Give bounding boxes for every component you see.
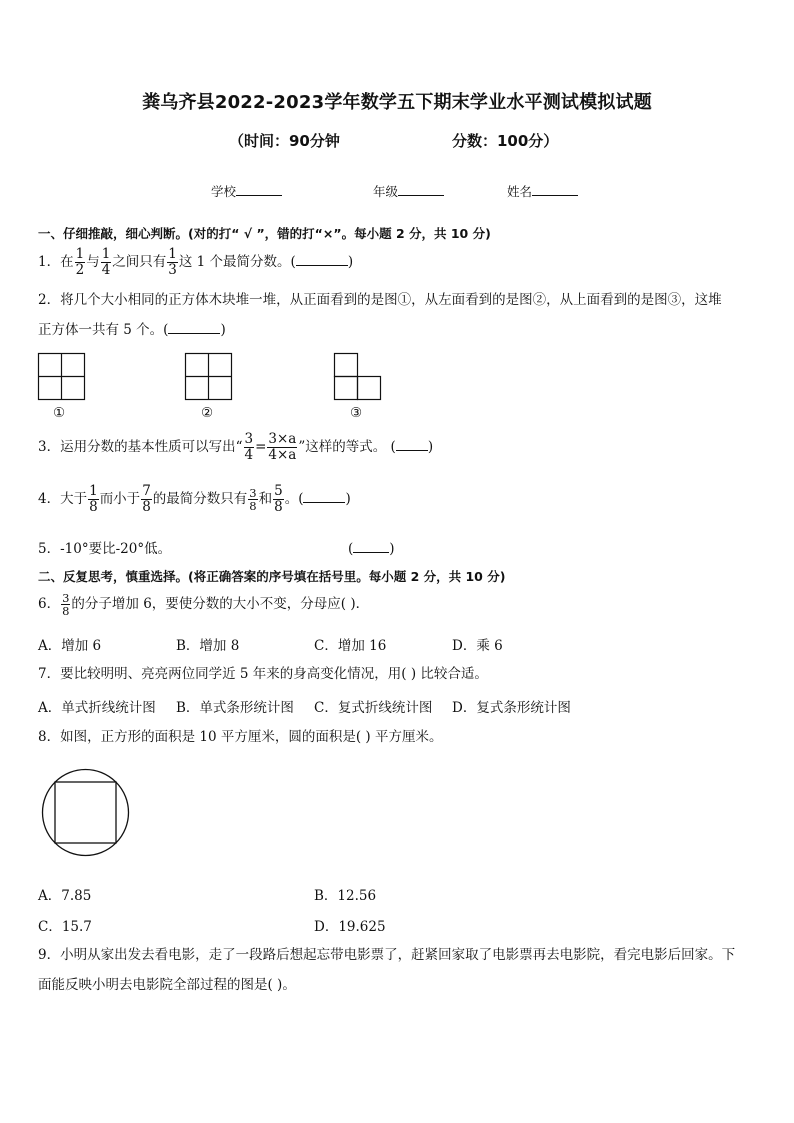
- answer-blank[interactable]: [168, 333, 220, 334]
- figure-label-3: ③: [350, 405, 363, 421]
- denominator: 8: [249, 499, 257, 513]
- name-field: [507, 182, 578, 200]
- q5-text: ): [389, 541, 395, 557]
- q5-text: (: [348, 541, 354, 557]
- time-info: （时间：90分钟: [229, 132, 340, 150]
- question-2-line1: 2．将几个大小相同的正方体木块堆一堆，从正面看到的是图①，从左面看到的是图②，从上面看到的是图③，这堆: [38, 292, 722, 308]
- numerator: 3: [244, 431, 254, 447]
- fraction: [101, 247, 112, 278]
- numerator: 1: [168, 246, 177, 262]
- answer-blank[interactable]: [396, 450, 428, 451]
- q6-text: 的分子增加 6，要使分数的大小不变，分母应( )．: [71, 596, 370, 612]
- name-blank[interactable]: [532, 195, 578, 196]
- denominator: 8: [274, 499, 283, 515]
- question-8: 8．如图，正方形的面积是 10 平方厘米，圆的面积是( ) 平方厘米。: [38, 729, 443, 745]
- numerator: 1: [89, 483, 98, 499]
- question-7: 7．要比较明明、亮亮两位同学近 5 年来的身高变化情况，用( ) 比较合适。: [38, 666, 488, 682]
- answer-blank[interactable]: [303, 502, 345, 503]
- numerator: 1: [101, 246, 111, 262]
- numerator: 3: [62, 591, 70, 605]
- q1-text: 与: [86, 254, 100, 270]
- question-9-line1: 9．小明从家出发去看电影，走了一段路后想起忘带电影票了，赶紧回家取了电影票再去电影院，看完电影后回家。下: [38, 947, 736, 963]
- q6-text: 6．: [38, 596, 61, 612]
- q6-option-c[interactable]: C．增加 16: [314, 638, 387, 654]
- fraction: [75, 247, 86, 278]
- numerator: 5: [274, 483, 283, 499]
- q6-option-b[interactable]: B．增加 8: [176, 638, 240, 654]
- q8-option-c[interactable]: C．15.7: [38, 919, 92, 935]
- q3-text: ): [427, 439, 434, 455]
- q4-text: 而小于: [99, 491, 141, 507]
- fraction: [273, 484, 284, 515]
- q8-option-b[interactable]: B．12.56: [314, 888, 377, 904]
- fraction: [248, 487, 257, 512]
- q1-text: ): [347, 254, 354, 270]
- score-info: 分数：100分）: [452, 132, 559, 150]
- fraction: [88, 484, 99, 515]
- equals-sign: =: [255, 439, 267, 455]
- figure-front-view: [38, 353, 86, 401]
- q7-option-c[interactable]: C．复式折线统计图: [314, 700, 433, 716]
- q8-option-d[interactable]: D．19.625: [314, 919, 386, 935]
- q8-option-a[interactable]: A．7.85: [38, 888, 92, 904]
- section1-heading: 一、仔细推敲，细心判断。(对的打“ √ ”，错的打“×”。每小题 2 分，共 10 分): [38, 226, 491, 241]
- fraction: [141, 484, 152, 515]
- denominator: 3: [168, 262, 177, 278]
- question-3: [38, 432, 433, 463]
- denominator: 2: [75, 262, 85, 278]
- question-1: [38, 247, 353, 278]
- denominator: 8: [62, 604, 70, 618]
- grade-field: [373, 182, 444, 200]
- q7-option-d[interactable]: D．复式条形统计图: [452, 700, 571, 716]
- fraction: [244, 432, 255, 463]
- denominator: 4×a: [268, 447, 297, 463]
- q1-text: 这 1 个最简分数。(: [178, 254, 296, 270]
- denominator: 4: [101, 262, 111, 278]
- answer-blank[interactable]: [296, 265, 348, 266]
- circle-square-figure: [41, 768, 131, 858]
- q7-option-b[interactable]: B．单式条形统计图: [176, 700, 294, 716]
- numerator: 3: [249, 486, 257, 500]
- q1-text: 1．在: [38, 254, 74, 270]
- name-label: 姓名: [507, 184, 533, 199]
- section2-heading: 二、反复思考，慎重选择。(将正确答案的序号填在括号里。每小题 2 分，共 10 分): [38, 569, 506, 584]
- question-5-answer: [348, 539, 395, 559]
- q1-text: 之间只有: [112, 254, 167, 270]
- q2-text: 正方体一共有 5 个。(: [38, 322, 169, 338]
- answer-blank[interactable]: [353, 552, 389, 553]
- school-blank[interactable]: [236, 195, 282, 196]
- q3-text: 3．运用分数的基本性质可以写出“: [38, 439, 243, 455]
- denominator: 4: [244, 447, 254, 463]
- q6-option-d[interactable]: D．乘 6: [452, 638, 503, 654]
- grade-label: 年级: [373, 184, 399, 199]
- grade-blank[interactable]: [398, 195, 444, 196]
- q4-text: ): [345, 491, 351, 507]
- fraction: [267, 432, 297, 463]
- school-field: [211, 182, 282, 200]
- question-2-line2: [38, 320, 226, 340]
- figure-label-1: ①: [53, 405, 66, 421]
- numerator: 1: [75, 246, 85, 262]
- figure-top-view: [334, 353, 382, 401]
- figure-label-2: ②: [201, 405, 214, 421]
- q2-text: ): [220, 322, 226, 338]
- denominator: 8: [89, 499, 98, 515]
- numerator: 3×a: [268, 431, 297, 447]
- numerator: 7: [142, 483, 151, 499]
- figure-left-view: [185, 353, 233, 401]
- q4-text: 4．大于: [38, 491, 88, 507]
- fraction: [61, 592, 70, 617]
- question-6: [38, 592, 369, 617]
- fraction: [167, 247, 178, 278]
- page-title: 粪乌齐县2022-2023学年数学五下期末学业水平测试模拟试题: [142, 92, 652, 113]
- question-4: [38, 484, 351, 515]
- denominator: 8: [142, 499, 151, 515]
- q4-text: 的最简分数只有: [152, 491, 248, 507]
- q6-option-a[interactable]: A．增加 6: [38, 638, 102, 654]
- q4-text: 和: [258, 491, 273, 507]
- question-5: 5．-10°要比-20°低。: [38, 541, 172, 557]
- question-9-line2: 面能反映小明去电影院全部过程的图是( )。: [38, 977, 296, 993]
- q3-text: ”这样的等式。 (: [298, 439, 396, 455]
- q4-text: 。(: [284, 491, 304, 507]
- q7-option-a[interactable]: A．单式折线统计图: [38, 700, 156, 716]
- school-label: 学校: [211, 184, 237, 199]
